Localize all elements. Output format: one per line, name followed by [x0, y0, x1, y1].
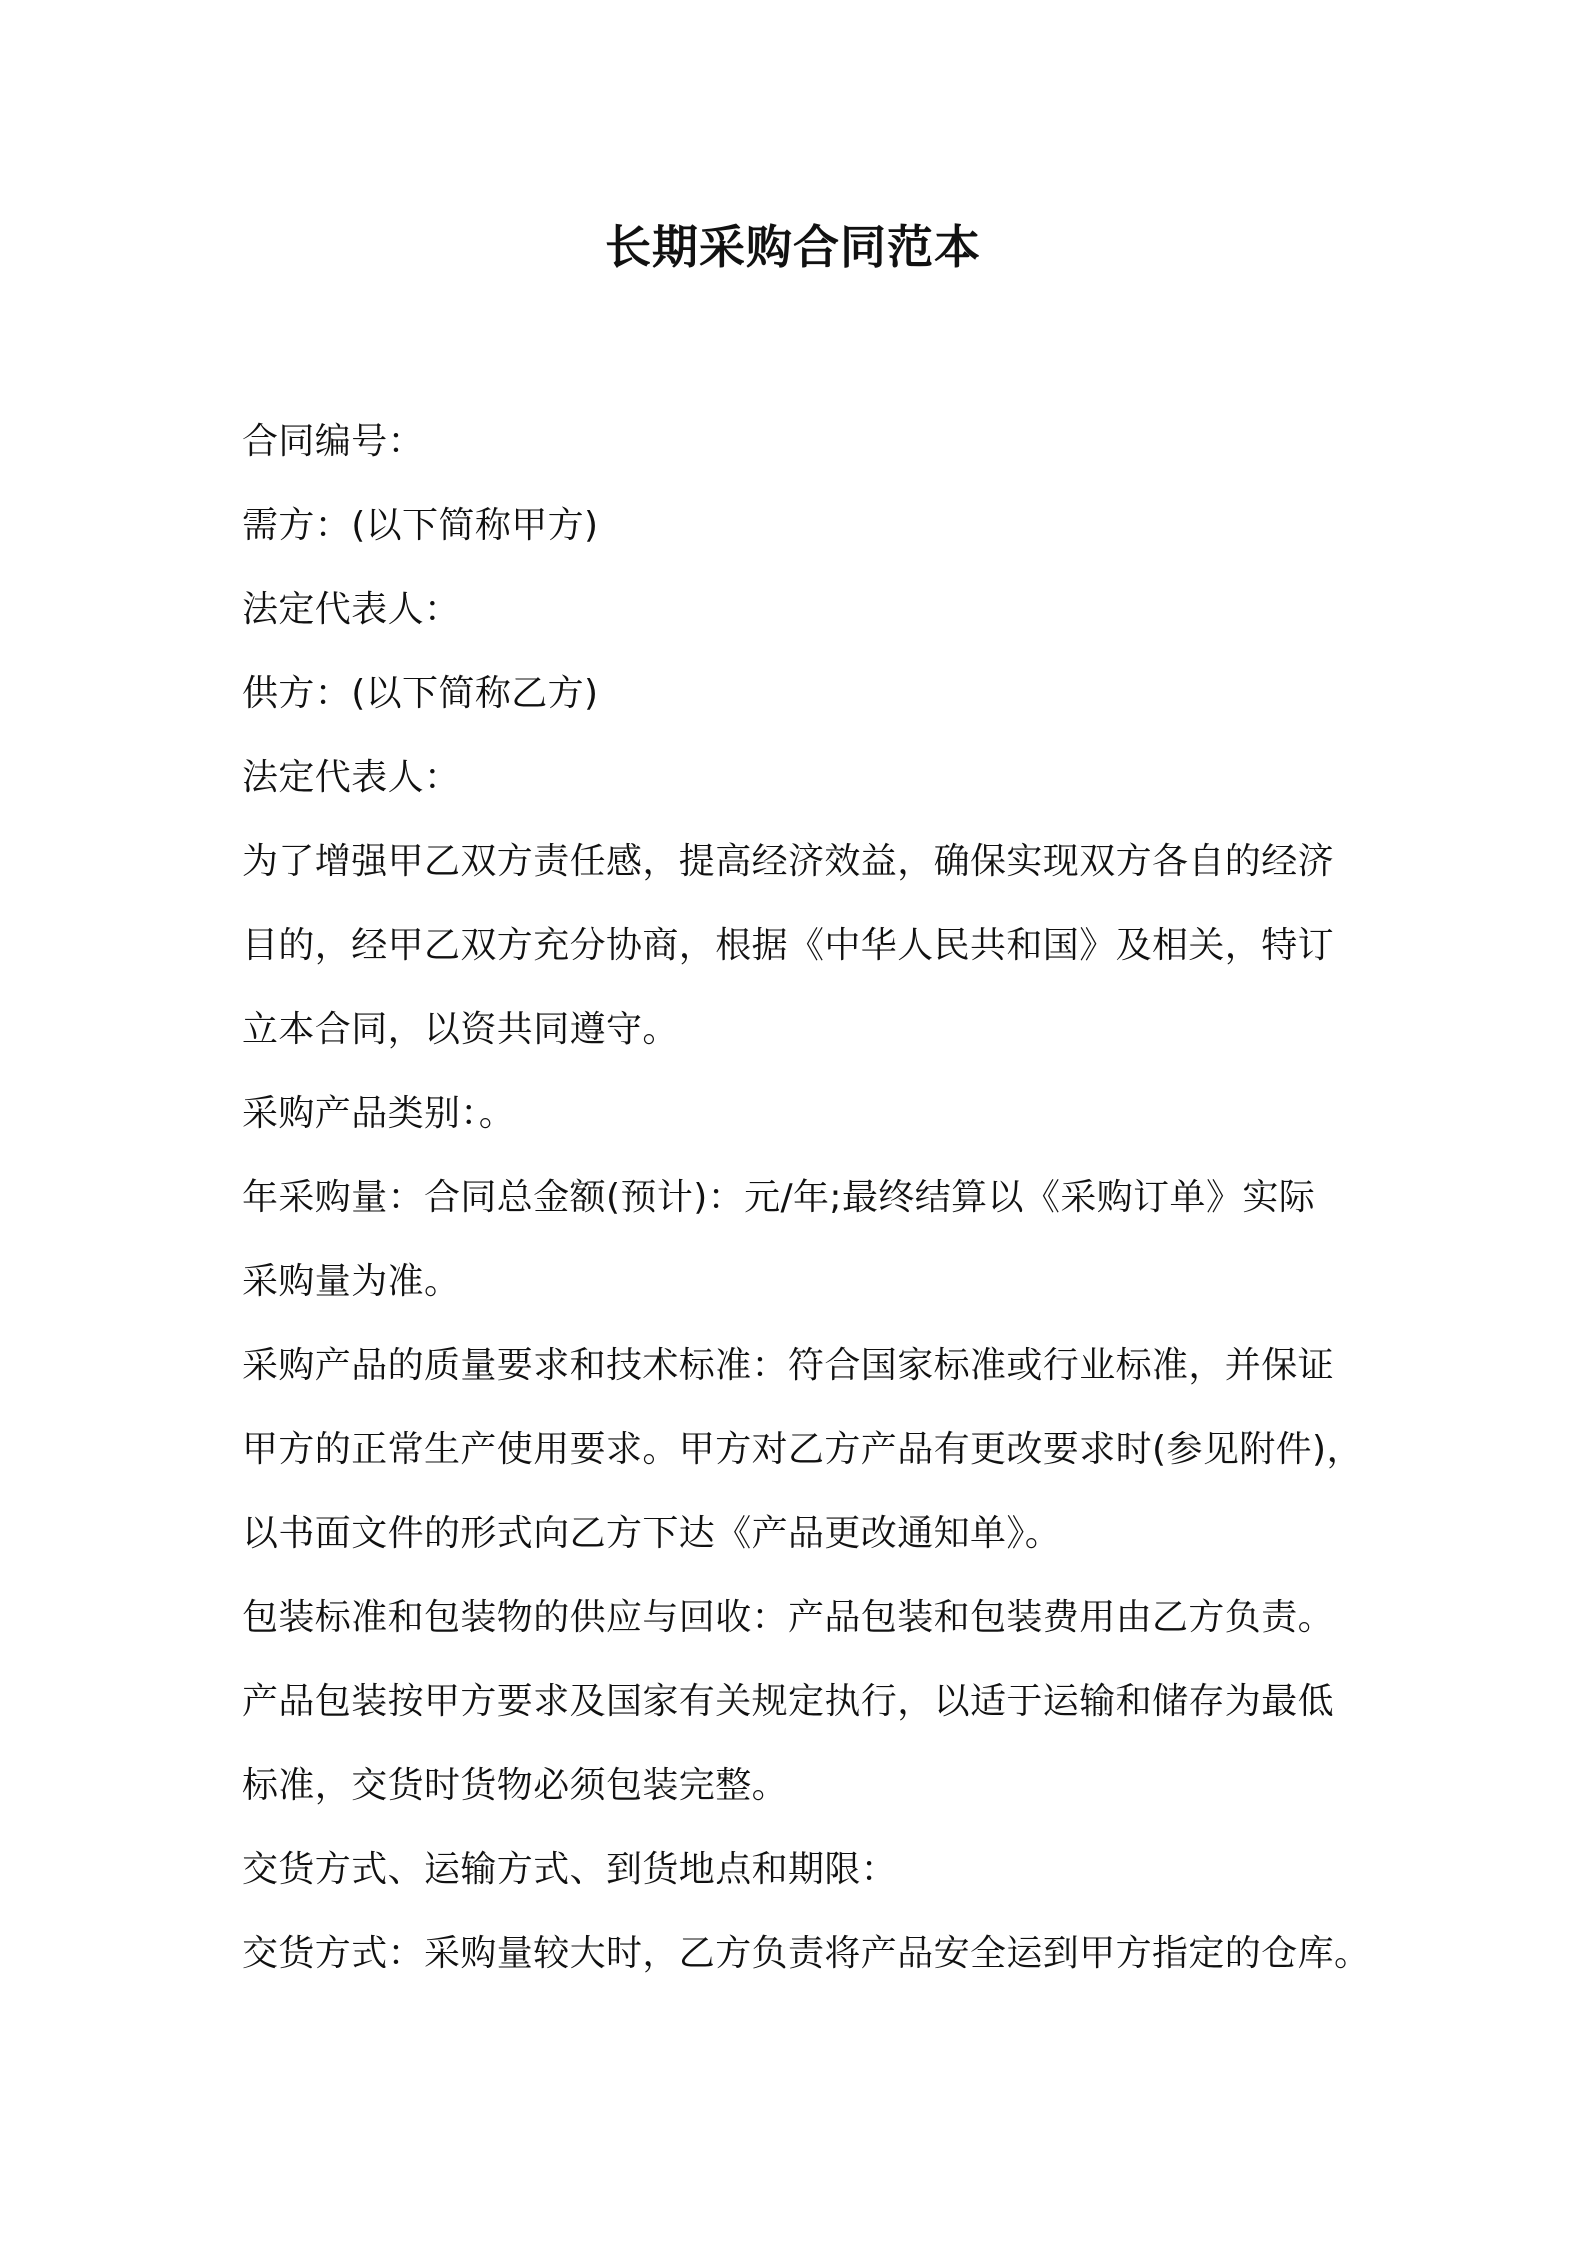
text-line: 采购量为准。	[242, 1261, 461, 1302]
text-line: 需方：(以下简称甲方)	[242, 505, 599, 546]
text-line: 产品包装按甲方要求及国家有关规定执行，以适于运输和储存为最低	[242, 1681, 1335, 1722]
text-line: 交货方式：采购量较大时，乙方负责将产品安全运到甲方指定的仓库。	[242, 1933, 1371, 1974]
text-line: 年采购量：合同总金额(预计)：元/年;最终结算以《采购订单》实际	[242, 1177, 1316, 1218]
text-line: 标准，交货时货物必须包装完整。	[242, 1765, 789, 1806]
text-line: 法定代表人：	[242, 757, 461, 798]
text-line: 目的，经甲乙双方充分协商，根据《中华人民共和国》及相关，特订	[242, 925, 1335, 966]
text-line: 立本合同，以资共同遵守。	[242, 1009, 679, 1050]
text-line: 采购产品类别：。	[242, 1093, 516, 1134]
text-line: 包装标准和包装物的供应与回收：产品包装和包装费用由乙方负责。	[242, 1597, 1335, 1638]
document-body	[242, 400, 1382, 1996]
text-line: 以书面文件的形式向乙方下达《产品更改通知单》。	[242, 1513, 1062, 1554]
text-line: 交货方式、运输方式、到货地点和期限：	[242, 1849, 898, 1890]
text-line: 合同编号：	[242, 421, 425, 462]
text-line: 为了增强甲乙双方责任感，提高经济效益，确保实现双方各自的经济	[242, 841, 1335, 882]
text-line: 甲方的正常生产使用要求。甲方对乙方产品有更改要求时(参见附件)，	[242, 1429, 1363, 1470]
text-line: 法定代表人：	[242, 589, 461, 630]
text-line: 采购产品的质量要求和技术标准：符合国家标准或行业标准，并保证	[242, 1345, 1335, 1386]
document-title: 长期采购合同范本	[605, 220, 981, 274]
text-line: 供方：(以下简称乙方)	[242, 673, 599, 714]
